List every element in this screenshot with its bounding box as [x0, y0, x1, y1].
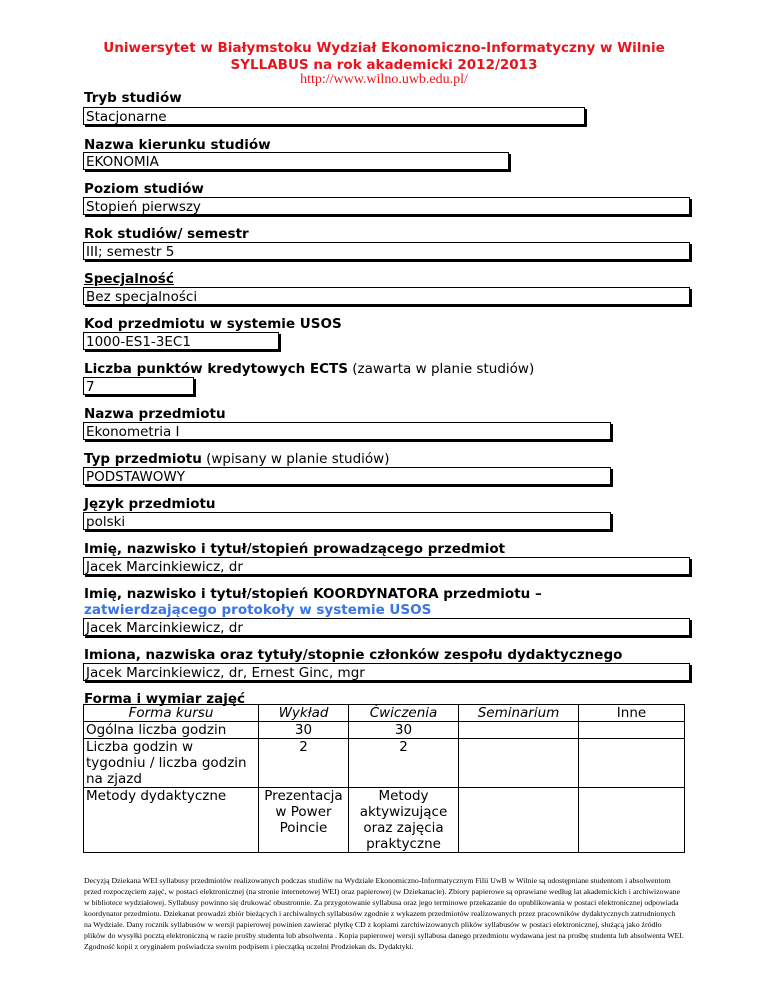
- field-nazwa: Ekonometria I: [83, 422, 611, 440]
- label-kod: Kod przedmiotu w systemie USOS: [84, 316, 342, 332]
- col-forma-kursu: Forma kursu: [84, 705, 259, 722]
- label-zespol: Imiona, nazwiska oraz tytuły/stopnie członków zespołu dydaktycznego: [84, 647, 623, 663]
- cell-seminarium: [459, 788, 579, 853]
- field-zespol: Jacek Marcinkiewicz, dr, Ernest Ginc, mgr: [83, 663, 690, 681]
- label-prowadzacy: Imię, nazwisko i tytuł/stopień prowadzącego przedmiot: [84, 541, 506, 557]
- field-ects: 7: [83, 377, 194, 395]
- row-label: Metody dydaktyczne: [84, 788, 259, 853]
- col-seminarium: Seminarium: [459, 705, 579, 722]
- field-poziom: Stopień pierwszy: [83, 197, 690, 215]
- label-koordynator: Imię, nazwisko i tytuł/stopień KOORDYNATORA przedmiotu –: [84, 586, 542, 602]
- field-jezyk: polski: [83, 512, 611, 530]
- label-specjalnosc: Specjalność: [84, 271, 174, 287]
- label-forma: Forma i wymiar zajęć: [84, 691, 245, 707]
- cell-cwiczenia: Metody aktywizujące oraz zajęcia praktyczne: [349, 788, 459, 853]
- forma-table: [83, 704, 685, 853]
- label-koordynator-usos: zatwierdzającego protokoły w systemie USOS: [84, 602, 432, 618]
- field-specjalnosc: Bez specjalności: [83, 287, 690, 305]
- table-row: [84, 722, 685, 739]
- label-ects-main: Liczba punktów kredytowych ECTS: [84, 361, 348, 377]
- field-rok: III; semestr 5: [83, 242, 690, 260]
- cell-seminarium: [459, 722, 579, 739]
- col-wyklad: Wykład: [259, 705, 349, 722]
- field-typ: PODSTAWOWY: [83, 467, 611, 485]
- field-kierunek: EKONOMIA: [83, 152, 509, 170]
- col-inne: Inne: [579, 705, 685, 722]
- table-row: [84, 788, 685, 853]
- label-jezyk: Język przedmiotu: [84, 496, 216, 512]
- col-cwiczenia: Ćwiczenia: [349, 705, 459, 722]
- label-typ-note: (wpisany w planie studiów): [201, 451, 390, 467]
- label-typ-main: Typ przedmiotu: [84, 451, 202, 467]
- cell-cwiczenia: 2: [349, 739, 459, 788]
- header-syllabus: SYLLABUS na rok akademicki 2012/2013: [230, 57, 538, 73]
- field-prowadzacy: Jacek Marcinkiewicz, dr: [83, 557, 690, 575]
- label-poziom: Poziom studiów: [84, 181, 204, 197]
- cell-cwiczenia: 30: [349, 722, 459, 739]
- cell-wyklad: Prezentacja w Power Poincie: [259, 788, 349, 853]
- label-kierunek: Nazwa kierunku studiów: [84, 137, 271, 153]
- cell-wyklad: 2: [259, 739, 349, 788]
- label-ects: [84, 361, 534, 377]
- field-koordynator: Jacek Marcinkiewicz, dr: [83, 618, 690, 636]
- cell-inne: [579, 788, 685, 853]
- table-row: [84, 739, 685, 788]
- cell-inne: [579, 739, 685, 788]
- field-tryb: Stacjonarne: [83, 107, 585, 125]
- row-label: Ogólna liczba godzin: [84, 722, 259, 739]
- label-rok: Rok studiów/ semestr: [84, 226, 249, 242]
- cell-inne: [579, 722, 685, 739]
- row-label: Liczba godzin w tygodniu / liczba godzin na zjazd: [84, 739, 259, 788]
- footer-note: Decyzją Dziekana WEI syllabusy przedmiotów realizowanych podczas studiów na Wydziale Ekonomiczno-Informatycznym Filii UwB w Wilnie są udostępniane studentom i absolwentom przed rozpoczęciem zajęć, w postaci elektronicznej (na stronie internetowej WEI) oraz papierowej (w Dziekanacie). Zbiory papierowe są oprawiane według lat akademickich i archiwizowane w bibliotece wydziałowej. Syllabusy powinno się drukować obustronnie. Za przygotowanie syllabusa oraz jego terminowe przekazanie do opublikowania w postaci elektronicznej odpowiada koordynator przedmiotu. Dziekanat prowadzi zbiór bieżących i archiwalnych syllabusów zgodnie z wykazem przedmiotów realizowanych przez pracowników dydaktycznych zatrudnionych na Wydziale. Dany rocznik syllabusów w wersji papierowej powinien zawierać płytkę CD z kopiami zarchiwizowanych plików syllabusów w postaci elektronicznej, służącą jako źródło plików do wysyłki pocztą elektroniczną w razie prośby studenta lub absolwenta . Kopia papierowej wersji syllabusa danego przedmiotu wydawana jest na prośbę studenta lub absolwenta WEI. Zgodność kopii z oryginałem poświadcza swoim podpisem i pieczątką uczelni Prodziekan ds. Dydaktyki.: [84, 876, 684, 951]
- header-url[interactable]: http://www.wilno.uwb.edu.pl/: [300, 72, 468, 87]
- label-nazwa: Nazwa przedmiotu: [84, 406, 226, 422]
- forma-header-row: [84, 705, 685, 722]
- cell-seminarium: [459, 739, 579, 788]
- field-kod: 1000-ES1-3EC1: [83, 332, 279, 350]
- label-typ: [84, 451, 389, 467]
- label-tryb: Tryb studiów: [84, 90, 182, 106]
- cell-wyklad: 30: [259, 722, 349, 739]
- label-ects-note: (zawarta w planie studiów): [347, 361, 535, 377]
- header-university: Uniwersytet w Białymstoku Wydział Ekonomiczno-Informatyczny w Wilnie: [103, 40, 665, 56]
